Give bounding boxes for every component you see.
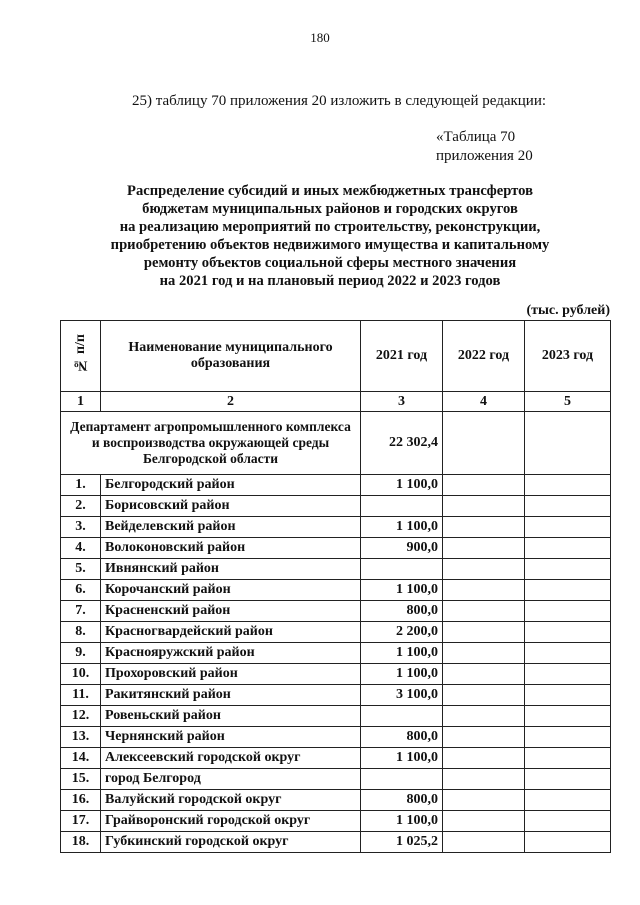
- row-number: 5.: [61, 559, 101, 580]
- table-row: [61, 475, 611, 496]
- row-name: Ракитянский район: [101, 685, 361, 706]
- row-number: 6.: [61, 580, 101, 601]
- table-row: [61, 685, 611, 706]
- header-2021: 2021 год: [361, 321, 443, 392]
- row-name: Белгородский район: [101, 475, 361, 496]
- header-number-label: № п/п: [72, 334, 88, 373]
- document-title: [70, 182, 590, 290]
- row-value-2022: [443, 664, 525, 685]
- row-number: 4.: [61, 538, 101, 559]
- row-value-2022: [443, 559, 525, 580]
- row-value-2022: [443, 706, 525, 727]
- table-row: [61, 706, 611, 727]
- row-value-2023: [525, 727, 611, 748]
- title-line: на 2021 год и на плановый период 2022 и 2023 годов: [159, 273, 501, 289]
- row-value-2022: [443, 685, 525, 706]
- row-number: 9.: [61, 643, 101, 664]
- row-number: 16.: [61, 790, 101, 811]
- row-value-2022: [443, 811, 525, 832]
- page-number: 180: [310, 30, 330, 45]
- row-name: Грайворонский городской округ: [101, 811, 361, 832]
- row-name: Прохоровский район: [101, 664, 361, 685]
- row-number: 11.: [61, 685, 101, 706]
- row-value-2022: [443, 622, 525, 643]
- table-row: [61, 748, 611, 769]
- row-name: Красненский район: [101, 601, 361, 622]
- row-value-2022: [443, 643, 525, 664]
- column-number: 3: [361, 392, 443, 412]
- row-value-2021: [361, 769, 443, 790]
- table-reference-line: «Таблица 70: [436, 129, 516, 145]
- row-value-2021: 1 100,0: [361, 475, 443, 496]
- row-value-2022: [443, 580, 525, 601]
- title-line: Распределение субсидий и иных межбюджетных трансфертов: [127, 183, 533, 199]
- title-line: приобретению объектов недвижимого имущества и капитальному: [110, 237, 550, 253]
- row-value-2022: [443, 748, 525, 769]
- row-number: 3.: [61, 517, 101, 538]
- row-number: 12.: [61, 706, 101, 727]
- row-value-2022: [443, 832, 525, 853]
- column-number: 5: [525, 392, 611, 412]
- row-value-2023: [525, 664, 611, 685]
- row-number: 15.: [61, 769, 101, 790]
- row-value-2023: [525, 622, 611, 643]
- row-number: 13.: [61, 727, 101, 748]
- row-number: 17.: [61, 811, 101, 832]
- table-row: [61, 580, 611, 601]
- row-value-2022: [443, 517, 525, 538]
- row-value-2023: [525, 496, 611, 517]
- table-row: [61, 559, 611, 580]
- table-row: [61, 496, 611, 517]
- department-row: [61, 412, 611, 475]
- row-value-2021: 1 100,0: [361, 643, 443, 664]
- row-value-2022: [443, 601, 525, 622]
- row-value-2023: [525, 580, 611, 601]
- row-number: 18.: [61, 832, 101, 853]
- table-row: [61, 811, 611, 832]
- department-name: Департамент агропромышленного комплекса и воспроизводства окружающей среды Белгородской области: [61, 412, 361, 475]
- column-number: 1: [61, 392, 101, 412]
- row-value-2023: [525, 706, 611, 727]
- row-value-2023: [525, 685, 611, 706]
- row-name: Корочанский район: [101, 580, 361, 601]
- department-2022: [443, 412, 525, 475]
- table-row: [61, 517, 611, 538]
- title-line: ремонту объектов социальной сферы местного значения: [143, 255, 517, 271]
- row-value-2022: [443, 769, 525, 790]
- row-value-2022: [443, 790, 525, 811]
- row-number: 8.: [61, 622, 101, 643]
- row-value-2023: [525, 559, 611, 580]
- table-row: [61, 538, 611, 559]
- row-number: 2.: [61, 496, 101, 517]
- row-value-2023: [525, 643, 611, 664]
- row-value-2022: [443, 475, 525, 496]
- subsidy-table: [60, 320, 611, 853]
- row-value-2021: 2 200,0: [361, 622, 443, 643]
- title-line: на реализацию мероприятий по строительству, реконструкции,: [119, 219, 541, 235]
- row-value-2021: 900,0: [361, 538, 443, 559]
- row-name: Ивнянский район: [101, 559, 361, 580]
- row-name: Борисовский район: [101, 496, 361, 517]
- table-header-row: [61, 321, 611, 392]
- row-value-2021: [361, 706, 443, 727]
- table-row: [61, 832, 611, 853]
- row-value-2023: [525, 538, 611, 559]
- row-number: 7.: [61, 601, 101, 622]
- row-value-2021: 800,0: [361, 727, 443, 748]
- column-number: 4: [443, 392, 525, 412]
- row-name: Губкинский городской округ: [101, 832, 361, 853]
- column-number: 2: [101, 392, 361, 412]
- row-value-2021: 1 100,0: [361, 748, 443, 769]
- row-value-2023: [525, 475, 611, 496]
- department-2021: 22 302,4: [361, 412, 443, 475]
- row-value-2021: 800,0: [361, 601, 443, 622]
- row-number: 14.: [61, 748, 101, 769]
- row-value-2022: [443, 727, 525, 748]
- row-value-2023: [525, 832, 611, 853]
- row-number: 1.: [61, 475, 101, 496]
- row-name: Чернянский район: [101, 727, 361, 748]
- units-label: (тыс. рублей): [526, 303, 610, 318]
- row-name: Алексеевский городской округ: [101, 748, 361, 769]
- row-value-2021: 800,0: [361, 790, 443, 811]
- row-value-2023: [525, 769, 611, 790]
- row-value-2023: [525, 517, 611, 538]
- row-value-2023: [525, 748, 611, 769]
- row-value-2023: [525, 601, 611, 622]
- table-row: [61, 769, 611, 790]
- table-row: [61, 664, 611, 685]
- row-value-2021: 1 100,0: [361, 517, 443, 538]
- row-name: город Белгород: [101, 769, 361, 790]
- row-value-2021: 1 025,2: [361, 832, 443, 853]
- header-number: [61, 321, 101, 392]
- column-number-row: [61, 392, 611, 412]
- row-name: Краснояружский район: [101, 643, 361, 664]
- row-value-2021: 3 100,0: [361, 685, 443, 706]
- title-line: бюджетам муниципальных районов и городских округов: [142, 201, 518, 217]
- table-row: [61, 601, 611, 622]
- row-name: Волоконовский район: [101, 538, 361, 559]
- row-number: 10.: [61, 664, 101, 685]
- row-name: Вейделевский район: [101, 517, 361, 538]
- row-value-2021: 1 100,0: [361, 580, 443, 601]
- table-row: [61, 643, 611, 664]
- row-value-2022: [443, 496, 525, 517]
- header-name: Наименование муниципального образования: [101, 321, 361, 392]
- row-value-2021: 1 100,0: [361, 664, 443, 685]
- row-value-2023: [525, 811, 611, 832]
- row-value-2023: [525, 790, 611, 811]
- row-name: Валуйский городской округ: [101, 790, 361, 811]
- table-row: [61, 727, 611, 748]
- table-reference-line: приложения 20: [436, 148, 533, 164]
- intro-text: 25) таблицу 70 приложения 20 изложить в следующей редакции:: [132, 93, 547, 109]
- row-value-2022: [443, 538, 525, 559]
- table-row: [61, 622, 611, 643]
- table-reference: [436, 128, 533, 166]
- department-2023: [525, 412, 611, 475]
- row-value-2021: [361, 559, 443, 580]
- row-value-2021: 1 100,0: [361, 811, 443, 832]
- header-2023: 2023 год: [525, 321, 611, 392]
- row-name: Ровеньский район: [101, 706, 361, 727]
- table-row: [61, 790, 611, 811]
- header-2022: 2022 год: [443, 321, 525, 392]
- row-value-2021: [361, 496, 443, 517]
- row-name: Красногвардейский район: [101, 622, 361, 643]
